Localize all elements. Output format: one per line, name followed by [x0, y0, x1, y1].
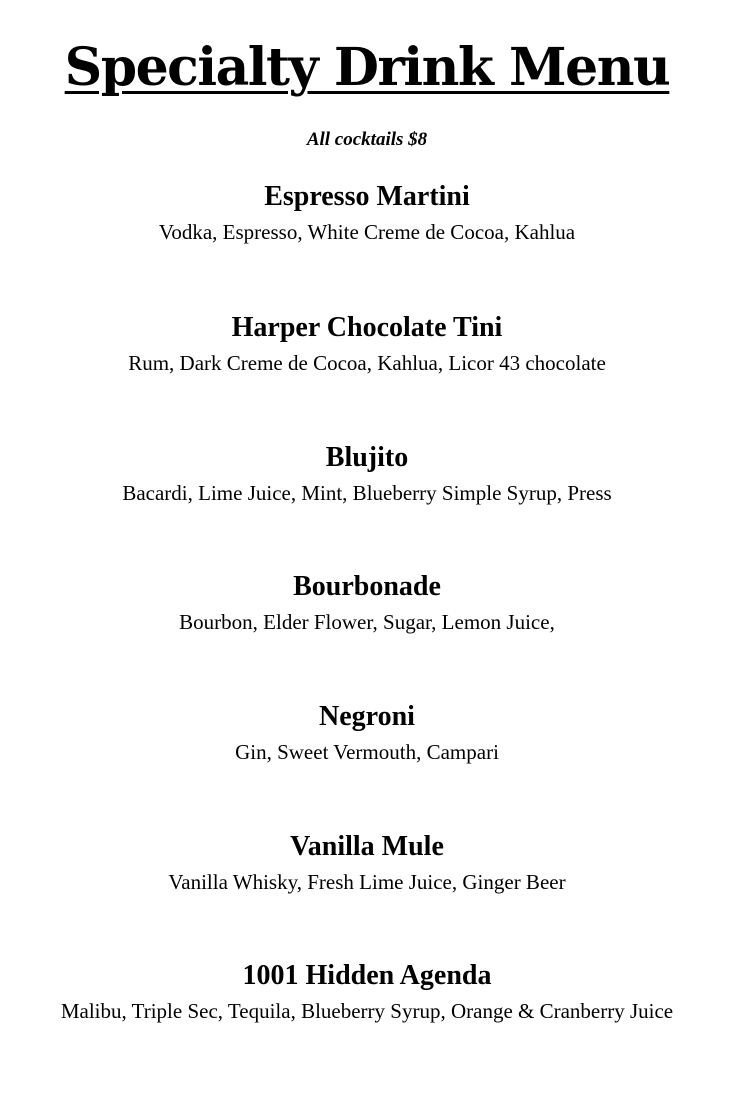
menu-title: Specialty Drink Menu [64, 37, 670, 98]
item-name: Espresso Martini [264, 181, 470, 212]
item-name: Blujito [325, 442, 409, 473]
menu-item-1001-hidden-agenda [0, 959, 734, 1025]
item-ingredients: Vanilla Whisky, Fresh Lime Juice, Ginger Beer [168, 870, 566, 894]
menu-item-vanilla-mule [0, 830, 734, 896]
menu-item-blujito [0, 441, 734, 507]
item-ingredients: Rum, Dark Creme de Cocoa, Kahlua, Licor 43 chocolate [128, 351, 606, 375]
item-name: Vanilla Mule [290, 831, 444, 862]
item-name: Harper Chocolate Tini [231, 312, 503, 343]
item-ingredients: Gin, Sweet Vermouth, Campari [235, 740, 499, 764]
item-ingredients: Vodka, Espresso, White Creme de Cocoa, Kahlua [158, 220, 576, 244]
item-name: Bourbonade [293, 571, 441, 602]
menu-item-harper-chocolate-tini [0, 311, 734, 377]
item-ingredients: Bacardi, Lime Juice, Mint, Blueberry Simple Syrup, Press [122, 481, 612, 505]
item-name: 1001 Hidden Agenda [242, 960, 492, 991]
menu-item-bourbonade [0, 570, 734, 636]
item-ingredients: Bourbon, Elder Flower, Sugar, Lemon Juice, [179, 610, 555, 634]
menu-item-espresso-martini [0, 180, 734, 246]
price-note: All cocktails $8 [306, 129, 428, 150]
item-ingredients: Malibu, Triple Sec, Tequila, Blueberry Syrup, Orange & Cranberry Juice [60, 999, 674, 1023]
item-name: Negroni [319, 701, 415, 732]
menu-item-negroni [0, 700, 734, 766]
